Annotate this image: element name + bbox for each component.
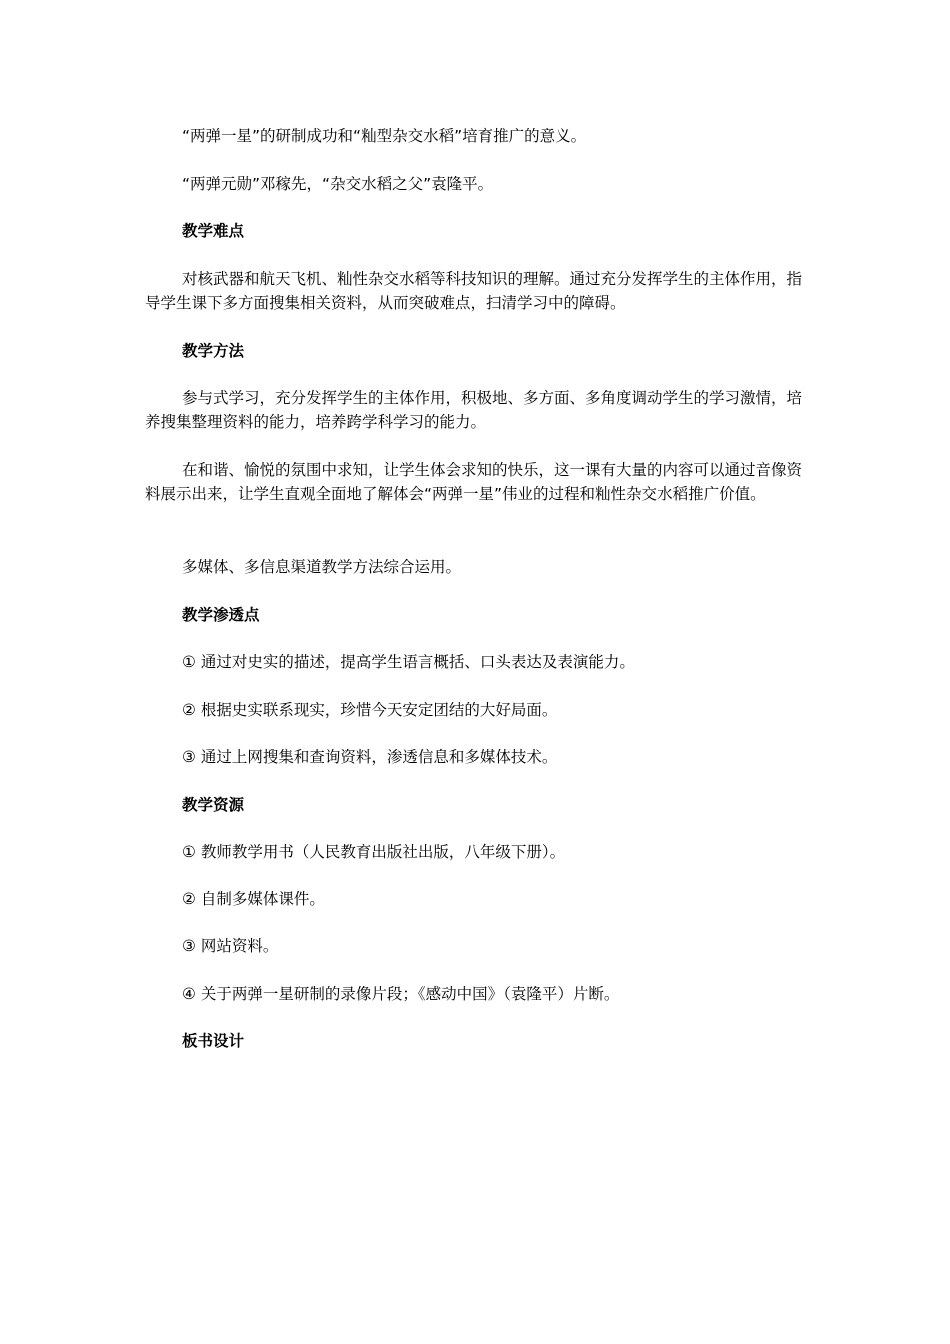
resource-item: ② 自制多媒体课件。	[182, 890, 325, 908]
teaching-method-paragraph-3: 多媒体、多信息渠道教学方法综合运用。	[182, 558, 462, 576]
teaching-difficulty-heading: 教学难点	[182, 222, 245, 240]
figures-paragraph: “两弹元勋”邓稼先，“杂交水稻之父”袁隆平。	[182, 175, 494, 193]
resource-item: ③ 网站资料。	[182, 937, 279, 955]
penetration-item: ① 通过对史实的描述，提高学生语言概括、口头表达及表演能力。	[182, 653, 635, 671]
board-design-heading: 板书设计	[182, 1032, 245, 1050]
resource-item: ① 教师教学用书（人民教育出版社出版，八年级下册）。	[182, 843, 566, 861]
teaching-penetration-heading: 教学渗透点	[182, 606, 260, 624]
resource-item: ④ 关于两弹一星研制的录像片段；《感动中国》（袁隆平）片断。	[182, 985, 620, 1003]
penetration-item: ③ 通过上网搜集和查询资料，渗透信息和多媒体技术。	[182, 748, 558, 766]
teaching-method-paragraph-1: 参与式学习，充分发挥学生的主体作用，积极地、多方面、多角度调动学生的学习激情，培养搜集整理资料的能力，培养跨学科学习的能力。	[145, 389, 803, 431]
penetration-item: ② 根据史实联系现实，珍惜今天安定团结的大好局面。	[182, 701, 558, 719]
teaching-method-paragraph-2: 在和谐、愉悦的氛围中求知，让学生体会求知的快乐，这一课有大量的内容可以通过音像资料展示出来，让学生直观全面地了解体会“两弹一星”伟业的过程和籼性杂交水稻推广价值。	[145, 461, 803, 503]
teaching-difficulty-paragraph: 对核武器和航天飞机、籼性杂交水稻等科技知识的理解。通过充分发挥学生的主体作用，指导学生课下多方面搜集相关资料，从而突破难点，扫清学习中的障碍。	[145, 270, 803, 312]
teaching-method-heading: 教学方法	[182, 342, 245, 360]
teaching-resources-heading: 教学资源	[182, 796, 245, 814]
significance-paragraph: “两弹一星”的研制成功和“籼型杂交水稻”培育推广的意义。	[182, 127, 587, 145]
